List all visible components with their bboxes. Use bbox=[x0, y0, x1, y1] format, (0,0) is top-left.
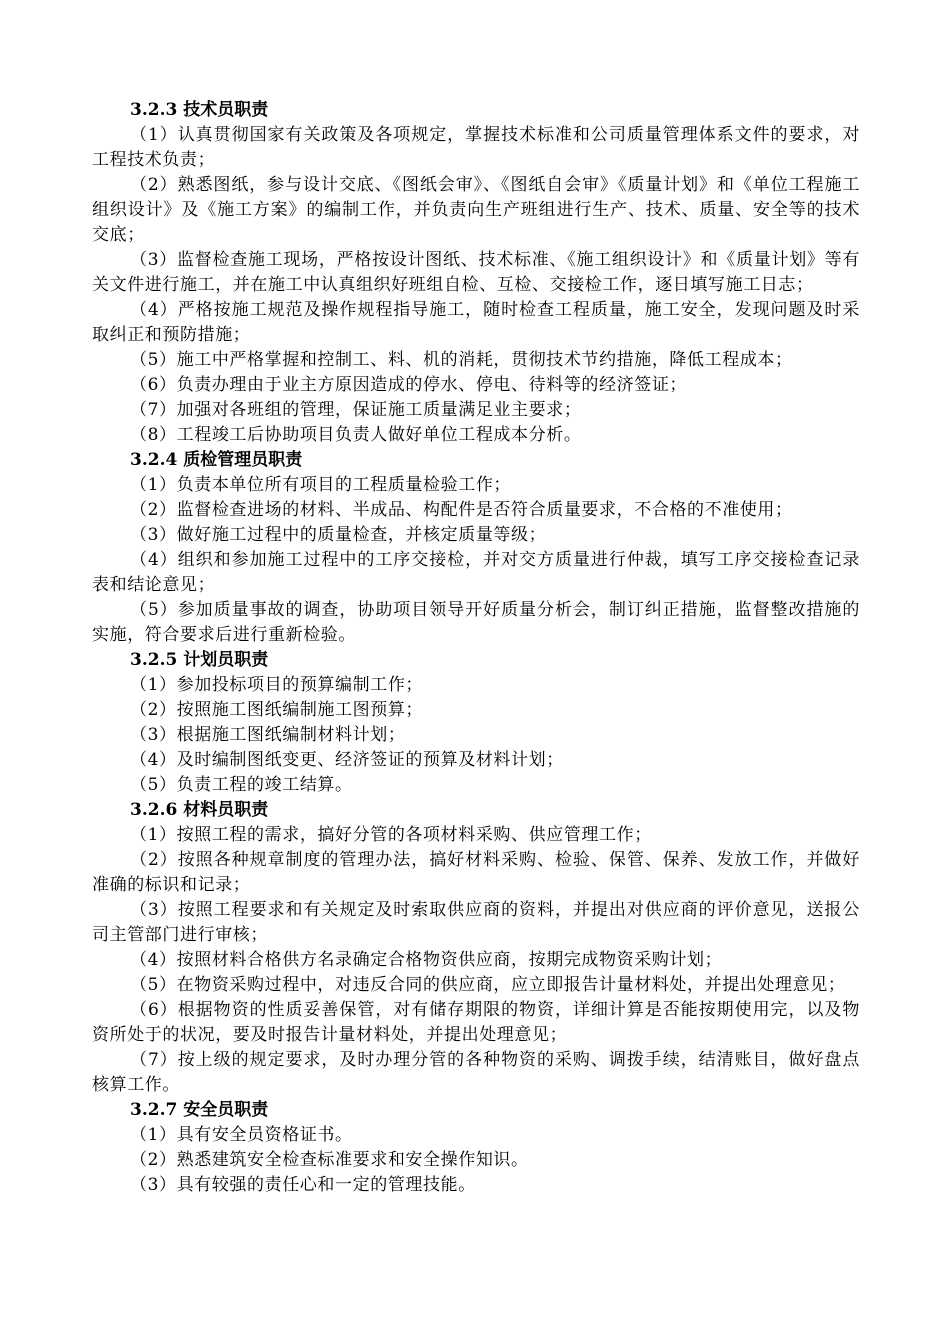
section-heading: 3.2.6 材料员职责 bbox=[130, 800, 269, 820]
paragraph: （6）负责办理由于业主方原因造成的停水、停电、待料等的经济签证； bbox=[130, 375, 688, 395]
paragraph: （5）参加质量事故的调查，协助项目领导开好质量分析会，制订纠正措施，监督整改措施的实施，符合要求后进行重新检验。 bbox=[92, 600, 860, 645]
paragraph: （2）按照各种规章制度的管理办法，搞好材料采购、检验、保管、保养、发放工作，并做好准确的标识和记录； bbox=[92, 850, 860, 895]
paragraph: （3）监督检查施工现场，严格按设计图纸、技术标准、《施工组织设计》和《质量计划》等有关文件进行施工，并在施工中认真组织好班组自检、互检、交接检工作，逐日填写施工日志； bbox=[92, 250, 860, 295]
paragraph: （3）按照工程要求和有关规定及时索取供应商的资料，并提出对供应商的评价意见，送报公司主管部门进行审核； bbox=[92, 900, 860, 945]
document-page bbox=[92, 98, 860, 1198]
paragraph: （7）按上级的规定要求，及时办理分管的各种物资的采购、调拨手续，结清账目，做好盘点核算工作。 bbox=[92, 1050, 860, 1095]
paragraph: （4）按照材料合格供方名录确定合格物资供应商，按期完成物资采购计划； bbox=[130, 950, 723, 970]
paragraph: （2）监督检查进场的材料、半成品、构配件是否符合质量要求，不合格的不准使用； bbox=[130, 500, 793, 520]
paragraph: （2）熟悉图纸，参与设计交底、《图纸会审》、《图纸自会审》《质量计划》和《单位工程施工组织设计》及《施工方案》的编制工作，并负责向生产班组进行生产、技术、质量、安全等的技术交底； bbox=[92, 175, 860, 245]
section-heading: 3.2.5 计划员职责 bbox=[130, 650, 269, 670]
section-3-2-7 bbox=[92, 1098, 860, 1198]
paragraph: （5）在物资采购过程中，对违反合同的供应商，应立即报告计量材料处，并提出处理意见； bbox=[130, 975, 846, 995]
section-heading: 3.2.3 技术员职责 bbox=[130, 100, 269, 120]
paragraph: （4）组织和参加施工过程中的工序交接检，并对交方质量进行仲裁，填写工序交接检查记录表和结论意见； bbox=[92, 550, 860, 595]
paragraph: （6）根据物资的性质妥善保管，对有储存期限的物资，详细计算是否能按期使用完，以及物资所处于的状况，要及时报告计量材料处，并提出处理意见； bbox=[92, 1000, 860, 1045]
paragraph: （2）熟悉建筑安全检查标准要求和安全操作知识。 bbox=[130, 1150, 529, 1170]
paragraph: （1）参加投标项目的预算编制工作； bbox=[130, 675, 424, 695]
section-3-2-4 bbox=[92, 448, 860, 648]
paragraph: （4）严格按施工规范及操作规程指导施工，随时检查工程质量，施工安全，发现问题及时采取纠正和预防措施； bbox=[92, 300, 860, 345]
paragraph: （1）按照工程的需求，搞好分管的各项材料采购、供应管理工作； bbox=[130, 825, 652, 845]
section-heading: 3.2.7 安全员职责 bbox=[130, 1100, 269, 1120]
paragraph: （5）施工中严格掌握和控制工、料、机的消耗，贯彻技术节约措施，降低工程成本； bbox=[130, 350, 793, 370]
section-heading: 3.2.4 质检管理员职责 bbox=[130, 450, 303, 470]
section-3-2-6 bbox=[92, 798, 860, 1098]
paragraph: （7）加强对各班组的管理，保证施工质量满足业主要求； bbox=[130, 400, 582, 420]
paragraph: （3）根据施工图纸编制材料计划； bbox=[130, 725, 406, 745]
paragraph: （1）认真贯彻国家有关政策及各项规定，掌握技术标准和公司质量管理体系文件的要求，对工程技术负责； bbox=[92, 125, 860, 170]
paragraph: （1）负责本单位所有项目的工程质量检验工作； bbox=[130, 475, 512, 495]
paragraph: （2）按照施工图纸编制施工图预算； bbox=[130, 700, 424, 720]
paragraph: （3）具有较强的责任心和一定的管理技能。 bbox=[130, 1175, 476, 1195]
paragraph: （4）及时编制图纸变更、经济签证的预算及材料计划； bbox=[130, 750, 564, 770]
paragraph: （1）具有安全员资格证书。 bbox=[130, 1125, 353, 1145]
section-3-2-3 bbox=[92, 98, 860, 448]
section-3-2-5 bbox=[92, 648, 860, 798]
paragraph: （5）负责工程的竣工结算。 bbox=[130, 775, 353, 795]
paragraph: （8）工程竣工后协助项目负责人做好单位工程成本分析。 bbox=[130, 425, 582, 445]
paragraph: （3）做好施工过程中的质量检查，并核定质量等级； bbox=[130, 525, 547, 545]
